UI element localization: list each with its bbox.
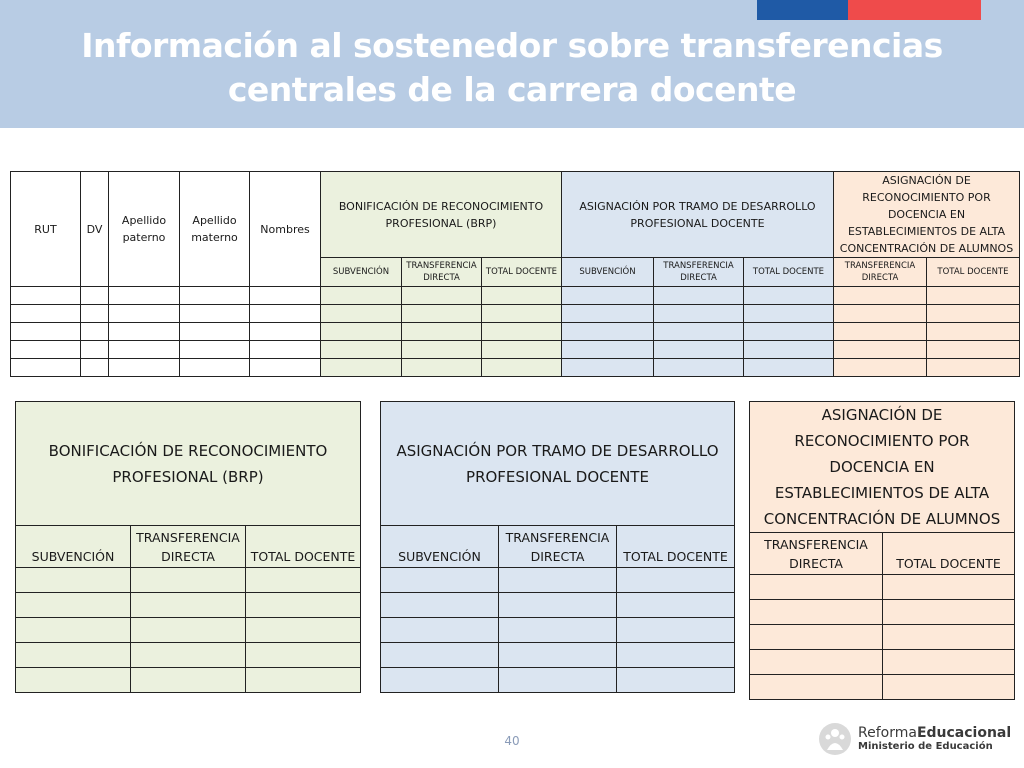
group-header-alta-concentracion: ASIGNACIÓN DE RECONOCIMIENTO POR DOCENCIA EN ESTABLECIMIENTOS DE ALTA CONCENTRACIÓN DE ALUMNOS bbox=[834, 172, 1020, 258]
table-row bbox=[381, 668, 735, 693]
brp-detail-subvencion: SUBVENCIÓN bbox=[16, 526, 131, 568]
table-row bbox=[11, 359, 1020, 377]
table-row bbox=[16, 668, 361, 693]
col-header-rut: RUT bbox=[11, 172, 81, 287]
reforma-educacional-logo bbox=[818, 722, 1012, 760]
table-row bbox=[381, 618, 735, 643]
col-header-apellido-paterno: Apellido paterno bbox=[109, 172, 180, 287]
flag-stripe-red bbox=[848, 0, 981, 20]
subheader-alta-total: TOTAL DOCENTE bbox=[927, 258, 1020, 287]
table-row bbox=[16, 643, 361, 668]
table-row bbox=[16, 593, 361, 618]
table-row bbox=[11, 341, 1020, 359]
table-row bbox=[381, 593, 735, 618]
tramo-detail-total: TOTAL DOCENTE bbox=[617, 526, 735, 568]
tramo-detail-table bbox=[380, 401, 735, 693]
group-header-tramo: ASIGNACIÓN POR TRAMO DE DESARROLLO PROFESIONAL DOCENTE bbox=[562, 172, 834, 258]
logo-text-reforma: Reforma bbox=[858, 725, 917, 741]
alta-concentracion-detail-table bbox=[749, 401, 1015, 700]
brp-detail-title: BONIFICACIÓN DE RECONOCIMIENTO PROFESIONAL (BRP) bbox=[16, 402, 361, 526]
table-row bbox=[750, 600, 1015, 625]
subheader-brp-total: TOTAL DOCENTE bbox=[482, 258, 562, 287]
subheader-brp-transferencia: TRANSFERENCIA DIRECTA bbox=[402, 258, 482, 287]
brp-detail-transferencia: TRANSFERENCIA DIRECTA bbox=[131, 526, 246, 568]
brp-detail-total: TOTAL DOCENTE bbox=[246, 526, 361, 568]
col-header-nombres: Nombres bbox=[250, 172, 321, 287]
logo-text-educacional: Educacional bbox=[916, 725, 1012, 741]
table-row bbox=[16, 568, 361, 593]
logo-text-ministerio: Ministerio de Educación bbox=[858, 741, 993, 752]
table-row bbox=[750, 650, 1015, 675]
subheader-tramo-total: TOTAL DOCENTE bbox=[744, 258, 834, 287]
table-row bbox=[750, 625, 1015, 650]
table-row bbox=[750, 675, 1015, 700]
subheader-tramo-subvencion: SUBVENCIÓN bbox=[562, 258, 654, 287]
alta-detail-total: TOTAL DOCENTE bbox=[883, 533, 1015, 575]
col-header-apellido-materno: Apellido materno bbox=[180, 172, 250, 287]
brp-detail-table bbox=[15, 401, 361, 693]
alta-detail-transferencia: TRANSFERENCIA DIRECTA bbox=[750, 533, 883, 575]
table-row bbox=[11, 305, 1020, 323]
tramo-detail-transferencia: TRANSFERENCIA DIRECTA bbox=[499, 526, 617, 568]
slide-title: Información al sostenedor sobre transferencias centrales de la carrera docente bbox=[81, 26, 943, 109]
subheader-alta-transferencia: TRANSFERENCIA DIRECTA bbox=[834, 258, 927, 287]
subheader-brp-subvencion: SUBVENCIÓN bbox=[321, 258, 402, 287]
table-row bbox=[11, 323, 1020, 341]
table-row bbox=[16, 618, 361, 643]
tramo-detail-title: ASIGNACIÓN POR TRAMO DE DESARROLLO PROFESIONAL DOCENTE bbox=[381, 402, 735, 526]
table-row bbox=[11, 287, 1020, 305]
col-header-dv: DV bbox=[81, 172, 109, 287]
table-row bbox=[381, 568, 735, 593]
subheader-tramo-transferencia: TRANSFERENCIA DIRECTA bbox=[654, 258, 744, 287]
tramo-detail-subvencion: SUBVENCIÓN bbox=[381, 526, 499, 568]
table-row bbox=[381, 643, 735, 668]
title-banner bbox=[0, 0, 1024, 128]
table-row bbox=[750, 575, 1015, 600]
teacher-transfer-table bbox=[10, 171, 1020, 377]
flag-stripe-blue bbox=[757, 0, 848, 20]
group-header-brp: BONIFICACIÓN DE RECONOCIMIENTO PROFESIONAL (BRP) bbox=[321, 172, 562, 258]
page-number: 40 bbox=[504, 734, 520, 748]
alta-detail-title: ASIGNACIÓN DE RECONOCIMIENTO POR DOCENCIA EN ESTABLECIMIENTOS DE ALTA CONCENTRACIÓN DE ALUMNOS bbox=[750, 402, 1015, 533]
reforma-educacional-logo-icon bbox=[818, 722, 852, 756]
